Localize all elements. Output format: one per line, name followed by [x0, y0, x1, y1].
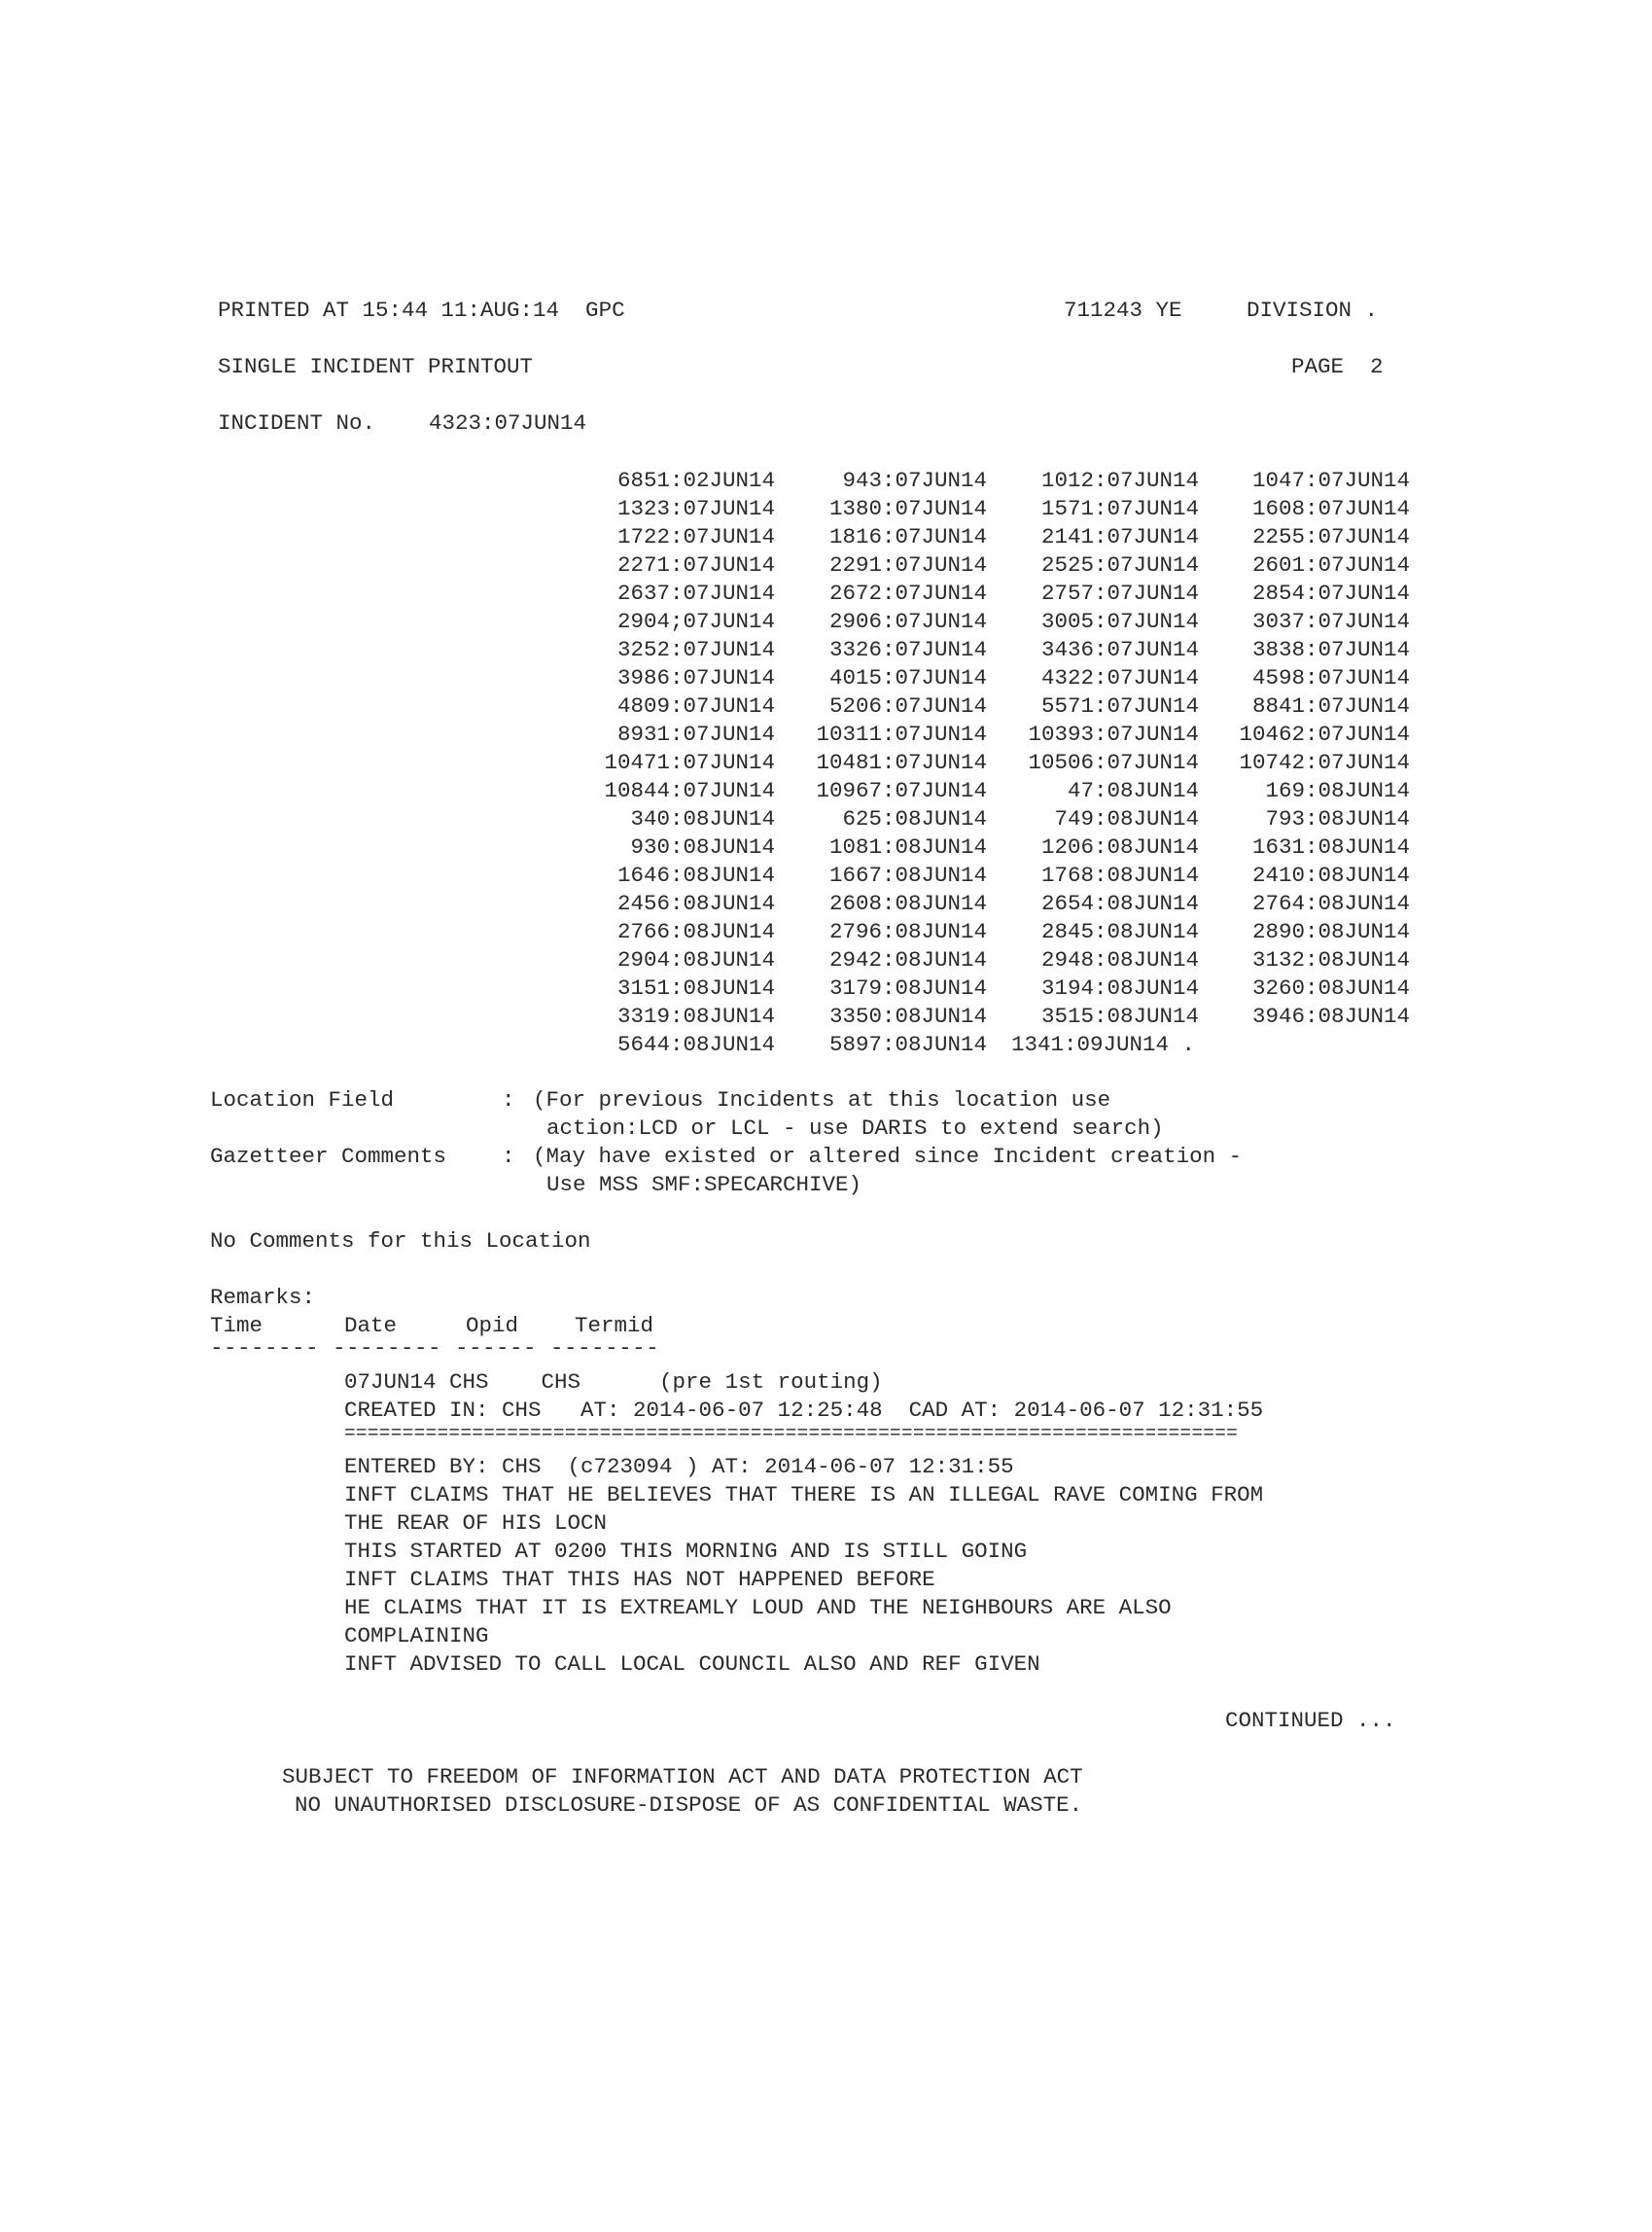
linked-incident-ref: 943:07JUN14	[842, 468, 987, 493]
linked-incident-ref: 1323:07JUN14	[616, 496, 775, 521]
no-comments-text: No Comments for this Location	[210, 1228, 591, 1254]
linked-incident-ref: 1667:08JUN14	[828, 863, 987, 888]
linked-incident-ref: 3151:08JUN14	[616, 975, 775, 1001]
linked-incident-ref: 1722:07JUN14	[616, 524, 775, 549]
linked-incident-ref: 10311:07JUN14	[816, 722, 987, 747]
linked-incident-ref: 3436:07JUN14	[1040, 637, 1199, 662]
linked-incident-ref: 2255:07JUN14	[1251, 524, 1410, 549]
linked-incident-ref: 3252:07JUN14	[616, 637, 775, 662]
linked-incident-ref: 4598:07JUN14	[1251, 665, 1410, 691]
location-separator: :	[502, 1087, 515, 1113]
remark-line: INFT ADVISED TO CALL LOCAL COUNCIL ALSO AND REF GIVEN	[344, 1651, 1040, 1677]
column-header-termid: Termid	[575, 1313, 654, 1338]
linked-incident-ref: 2764:08JUN14	[1251, 891, 1410, 916]
linked-incident-ref: 1571:07JUN14	[1040, 496, 1199, 521]
linked-incident-ref: 3194:08JUN14	[1040, 975, 1199, 1001]
linked-incident-ref: 1012:07JUN14	[1040, 468, 1199, 493]
linked-incident-ref: 10471:07JUN14	[604, 750, 775, 775]
printed-at: PRINTED AT 15:44 11:AUG:14 GPC	[218, 298, 625, 323]
gazetteer-note-2: Use MSS SMF:SPECARCHIVE)	[546, 1172, 862, 1197]
division-label: DIVISION .	[1247, 298, 1379, 323]
linked-incident-ref: 625:08JUN14	[842, 806, 987, 832]
linked-incident-ref: 2654:08JUN14	[1040, 891, 1199, 916]
linked-incident-ref: 2456:08JUN14	[616, 891, 775, 916]
linked-incident-ref: 2608:08JUN14	[828, 891, 987, 916]
remark-line: INFT CLAIMS THAT THIS HAS NOT HAPPENED BEFORE	[344, 1567, 935, 1592]
linked-incident-ref: 1341:09JUN14 .	[1011, 1032, 1196, 1057]
gazetteer-comments-label: Gazetteer Comments	[210, 1144, 447, 1169]
linked-incident-ref: 2942:08JUN14	[828, 947, 987, 973]
linked-incident-ref: 793:08JUN14	[1265, 806, 1410, 832]
linked-incident-ref: 2757:07JUN14	[1040, 581, 1199, 606]
linked-incident-ref: 2854:07JUN14	[1251, 581, 1410, 606]
disposal-notice: NO UNAUTHORISED DISCLOSURE-DISPOSE OF AS CONFIDENTIAL WASTE.	[295, 1792, 1083, 1818]
linked-incident-ref: 2410:08JUN14	[1251, 863, 1410, 888]
linked-incident-ref: 2904:08JUN14	[616, 947, 775, 973]
linked-incident-ref: 5897:08JUN14	[828, 1032, 987, 1057]
remark-line: THIS STARTED AT 0200 THIS MORNING AND IS STILL GOING	[344, 1539, 1028, 1564]
remark-line: HE CLAIMS THAT IT IS EXTREAMLY LOUD AND THE NEIGHBOURS ARE ALSO	[344, 1595, 1172, 1620]
separator-line: =============================================================================	[344, 1423, 1239, 1444]
column-header-opid: Opid	[466, 1313, 519, 1338]
page-number: PAGE 2	[1291, 354, 1384, 379]
linked-incident-ref: 169:08JUN14	[1265, 778, 1410, 803]
linked-incident-ref: 1768:08JUN14	[1040, 863, 1199, 888]
linked-incident-ref: 2890:08JUN14	[1251, 919, 1410, 944]
linked-incident-ref: 10462:07JUN14	[1239, 722, 1410, 747]
remark-line: INFT CLAIMS THAT HE BELIEVES THAT THERE IS AN ILLEGAL RAVE COMING FROM	[344, 1482, 1264, 1507]
linked-incident-ref: 3946:08JUN14	[1251, 1004, 1410, 1029]
linked-incident-ref: 10742:07JUN14	[1239, 750, 1410, 775]
gazetteer-note: (May have existed or altered since Incident creation -	[533, 1144, 1243, 1169]
linked-incident-ref: 3132:08JUN14	[1251, 947, 1410, 973]
linked-incident-ref: 3179:08JUN14	[828, 975, 987, 1001]
linked-incident-ref: 1047:07JUN14	[1251, 468, 1410, 493]
linked-incident-ref: 5644:08JUN14	[616, 1032, 775, 1057]
remark-line: ENTERED BY: CHS (c723094 ) AT: 2014-06-07 12:31:55	[344, 1454, 1014, 1479]
linked-incident-ref: 1631:08JUN14	[1251, 834, 1410, 860]
gazetteer-separator: :	[502, 1144, 515, 1169]
linked-incident-ref: 1608:07JUN14	[1251, 496, 1410, 521]
linked-incident-ref: 340:08JUN14	[630, 806, 775, 832]
incident-number: 4323:07JUN14	[429, 410, 587, 436]
linked-incident-ref: 3515:08JUN14	[1040, 1004, 1199, 1029]
linked-incident-ref: 10967:07JUN14	[816, 778, 987, 803]
linked-incident-ref: 3037:07JUN14	[1251, 609, 1410, 634]
location-note-2: action:LCD or LCL - use DARIS to extend search)	[546, 1116, 1164, 1141]
linked-incident-ref: 10844:07JUN14	[604, 778, 775, 803]
linked-incident-ref: 2904;07JUN14	[616, 609, 775, 634]
linked-incident-ref: 8841:07JUN14	[1251, 693, 1410, 719]
linked-incident-ref: 749:08JUN14	[1054, 806, 1199, 832]
linked-incident-ref: 6851:02JUN14	[616, 468, 775, 493]
linked-incident-ref: 3260:08JUN14	[1251, 975, 1410, 1001]
linked-incident-ref: 2271:07JUN14	[616, 552, 775, 578]
linked-incident-ref: 2672:07JUN14	[828, 581, 987, 606]
linked-incident-ref: 10481:07JUN14	[816, 750, 987, 775]
remark-entry: 07JUN14 CHS CHS (pre 1st routing)	[344, 1369, 883, 1395]
reference-code: 711243 YE	[1064, 298, 1182, 323]
linked-incident-ref: 5571:07JUN14	[1040, 693, 1199, 719]
linked-incident-ref: 2766:08JUN14	[616, 919, 775, 944]
linked-incident-ref: 2845:08JUN14	[1040, 919, 1199, 944]
linked-incident-ref: 2291:07JUN14	[828, 552, 987, 578]
remark-line: THE REAR OF HIS LOCN	[344, 1510, 608, 1536]
linked-incident-ref: 1816:07JUN14	[828, 524, 987, 549]
linked-incident-ref: 4322:07JUN14	[1040, 665, 1199, 691]
linked-incident-ref: 8931:07JUN14	[616, 722, 775, 747]
linked-incident-ref: 4015:07JUN14	[828, 665, 987, 691]
continued-label: CONTINUED ...	[1225, 1708, 1396, 1733]
linked-incident-ref: 1646:08JUN14	[616, 863, 775, 888]
linked-incident-ref: 3005:07JUN14	[1040, 609, 1199, 634]
linked-incident-ref: 2906:07JUN14	[828, 609, 987, 634]
linked-incident-ref: 3838:07JUN14	[1251, 637, 1410, 662]
linked-incident-ref: 2948:08JUN14	[1040, 947, 1199, 973]
linked-incident-ref: 930:08JUN14	[630, 834, 775, 860]
created-line: CREATED IN: CHS AT: 2014-06-07 12:25:48 CAD AT: 2014-06-07 12:31:55	[344, 1398, 1264, 1423]
remark-line: COMPLAINING	[344, 1623, 489, 1648]
linked-incident-ref: 1206:08JUN14	[1040, 834, 1199, 860]
linked-incident-ref: 47:08JUN14	[1067, 778, 1199, 803]
linked-incident-ref: 4809:07JUN14	[616, 693, 775, 719]
linked-incident-ref: 3986:07JUN14	[616, 665, 775, 691]
column-header-date: Date	[344, 1313, 398, 1338]
confidentiality-notice: SUBJECT TO FREEDOM OF INFORMATION ACT AND DATA PROTECTION ACT	[282, 1764, 1083, 1789]
linked-incident-ref: 2601:07JUN14	[1251, 552, 1410, 578]
linked-incident-ref: 10393:07JUN14	[1028, 722, 1199, 747]
column-underline: -------- -------- ------ --------	[210, 1335, 660, 1361]
linked-incident-ref: 3319:08JUN14	[616, 1004, 775, 1029]
linked-incident-ref: 5206:07JUN14	[828, 693, 987, 719]
location-field-label: Location Field	[210, 1087, 395, 1113]
linked-incident-ref: 2637:07JUN14	[616, 581, 775, 606]
linked-incident-ref: 3326:07JUN14	[828, 637, 987, 662]
linked-incident-ref: 2796:08JUN14	[828, 919, 987, 944]
linked-incident-ref: 1081:08JUN14	[828, 834, 987, 860]
linked-incident-ref: 2525:07JUN14	[1040, 552, 1199, 578]
linked-incident-ref: 1380:07JUN14	[828, 496, 987, 521]
document-type: SINGLE INCIDENT PRINTOUT	[218, 354, 534, 379]
linked-incident-ref: 3350:08JUN14	[828, 1004, 987, 1029]
linked-incident-ref: 10506:07JUN14	[1028, 750, 1199, 775]
location-note: (For previous Incidents at this location use	[533, 1087, 1111, 1113]
remarks-title: Remarks:	[210, 1285, 316, 1310]
linked-incident-ref: 2141:07JUN14	[1040, 524, 1199, 549]
column-header-time: Time	[210, 1313, 264, 1338]
incident-label: INCIDENT No.	[218, 410, 376, 436]
